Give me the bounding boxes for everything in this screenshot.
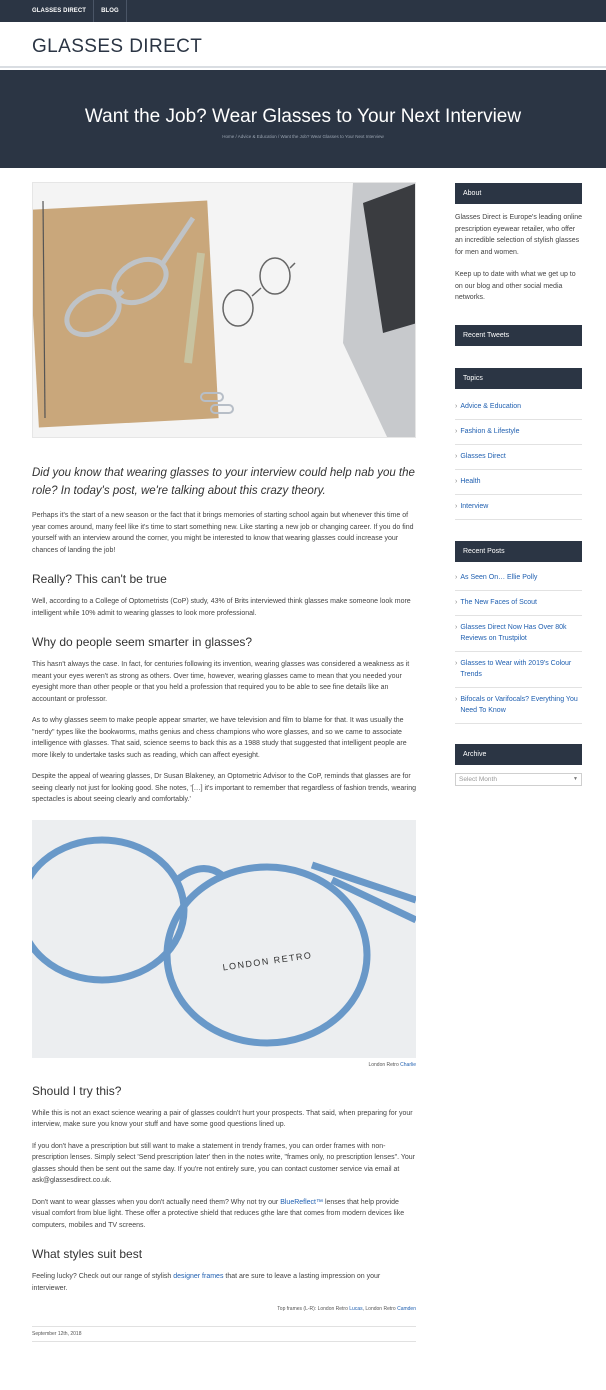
paragraph: Perhaps it's the start of a new season or the fact that it brings memories of starting school again but whenever this time of year comes around, many feel like it's time to start something new. Like starting a new job or changing career. If you do find yourself with an interview around the corner, you might be interested to know that wearing glasses could increase your chances of landing the job! — [32, 512, 414, 554]
paragraph-text: Don't want to wear glasses when you don't actually need them? Why not try our — [32, 1198, 281, 1206]
section-heading: Should I try this? — [32, 1083, 122, 1098]
chevron-down-icon: ▼ — [573, 775, 578, 782]
paragraph-text: that are sure to leave a lasting impression on your interviewer. — [32, 1273, 381, 1292]
paragraph — [32, 1197, 416, 1232]
post-item[interactable] — [455, 591, 582, 616]
widget-title-about: About — [455, 183, 582, 204]
post-item[interactable] — [455, 616, 582, 652]
chevron-right-icon: › — [455, 477, 458, 485]
paragraph: While this is not an exact science wearing a pair of glasses couldn't hurt your prospects. That said, when preparing for your interview, make sure you know your stuff and have some good questions lined up. — [32, 1109, 413, 1128]
paragraph-text: Feeling lucky? Check out our range of stylish — [32, 1273, 174, 1280]
paragraph: If you don't have a prescription but still want to make a statement in trendy frames, you can order frames with non-prescription lenses. Simply select 'Send prescription later' then in the notes write, "frames only, no prescription lenses". Your glasses should then be sent out the same day. If you're not entirely sure, you can contact customer service via email at ask@glassesdirect.co.uk. — [32, 1142, 415, 1184]
product-image — [32, 820, 416, 1058]
topic-link[interactable]: Fashion & Lifestyle — [460, 427, 520, 435]
post-item[interactable] — [455, 688, 582, 724]
topic-link[interactable]: Glasses Direct — [460, 452, 506, 460]
topics-list — [455, 395, 582, 520]
breadcrumb[interactable]: Home / Advice & Education / Want the Job? Wear Glasses to Your Next Interview — [222, 134, 384, 139]
archive-select[interactable] — [455, 773, 582, 786]
chevron-right-icon: › — [455, 427, 458, 435]
about-text: Glasses Direct is Europe's leading online prescription eyewear retailer, who offer an incredible selection of stylish glasses for men and women. — [455, 214, 583, 256]
post-item[interactable] — [455, 652, 582, 688]
nav-item-blog[interactable]: BLOG — [94, 0, 127, 22]
archive-select-value: Select Month — [459, 775, 497, 783]
post-link[interactable]: Glasses to Wear with 2019's Colour Trends — [460, 659, 572, 678]
post-link[interactable]: Glasses Direct Now Has Over 80k Reviews on Trustpilot — [460, 623, 567, 642]
caption-link-lucas[interactable]: Lucas — [349, 1306, 363, 1312]
post-link[interactable]: Bifocals or Varifocals? Everything You Need To Know — [460, 695, 578, 714]
section-heading: What styles suit best — [32, 1247, 143, 1261]
paragraph: This hasn't always the case. In fact, for centuries following its invention, wearing glasses was considered a weakness as it meant your eyes weren't as strong as others. Over time, however, wearing glasses came to mean that you needed your eyesight more than other people or that you held a profession that required you to be able to see fine details like an accountant or professor. — [32, 661, 410, 703]
chevron-right-icon: › — [455, 695, 458, 703]
caption-text: , London Retro — [362, 1306, 398, 1312]
chevron-right-icon: › — [455, 502, 458, 510]
featured-image — [32, 182, 416, 438]
topic-item[interactable] — [455, 395, 582, 420]
paragraph: Well, according to a College of Optometrists (CoP) study, 43% of Brits interviewed think glasses make someone look more intelligent while 10% admit to wearing glasses to look more professional. — [32, 598, 411, 617]
widget-title-recent-posts: Recent Posts — [455, 541, 582, 562]
chevron-right-icon: › — [455, 402, 458, 410]
desk-glasses-photo — [33, 183, 416, 438]
bluereflect-link[interactable]: BlueReflect™ — [280, 1198, 323, 1206]
caption-link-charlie[interactable]: Charlie — [400, 1061, 416, 1068]
nav-item-glasses-direct[interactable]: GLASSES DIRECT — [32, 0, 94, 22]
page-title: Want the Job? Wear Glasses to Your Next Interview — [84, 106, 522, 127]
frames-caption — [32, 1306, 416, 1312]
chevron-right-icon: › — [455, 598, 458, 606]
caption-text: Top frames (L-R): London Retro — [277, 1306, 350, 1312]
article — [32, 182, 416, 1342]
about-text-2: Keep up to date with what we get up to on our blog and other social media networks. — [455, 271, 576, 301]
widget-title-recent-tweets: Recent Tweets — [455, 325, 582, 346]
top-nav-bar — [0, 0, 606, 22]
topic-link[interactable]: Interview — [460, 502, 489, 510]
paragraph-text: lenses that help provide visual comfort from blue light. These offer a protective shield that reduces gthe lare that comes from modern devices like computers, mobiles and TV screens. — [32, 1198, 405, 1229]
lens-print-text: LONDON RETRO — [221, 949, 313, 972]
header — [0, 22, 606, 68]
post-link[interactable]: The New Faces of Scout — [460, 598, 537, 606]
topic-link[interactable]: Health — [460, 477, 481, 485]
topic-link[interactable]: Advice & Education — [460, 402, 522, 410]
topic-item[interactable] — [455, 495, 582, 520]
sidebar — [455, 183, 582, 786]
widget-title-topics: Topics — [455, 368, 582, 389]
post-link[interactable]: As Seen On… Ellie Polly — [460, 573, 538, 581]
site-logo[interactable]: GLASSES DIRECT — [32, 36, 203, 57]
widget-title-archive: Archive — [455, 744, 582, 765]
post-date: September 12th, 2018 — [32, 1326, 416, 1342]
topic-item[interactable] — [455, 420, 582, 445]
chevron-right-icon: › — [455, 452, 458, 460]
chevron-right-icon: › — [455, 573, 458, 581]
post-item[interactable] — [455, 566, 582, 591]
chevron-right-icon: › — [455, 623, 458, 631]
section-heading: Really? This can't be true — [32, 572, 167, 586]
caption-text: London Retro — [368, 1061, 401, 1068]
topic-item[interactable] — [455, 470, 582, 495]
section-heading: Why do people seem smarter in glasses? — [32, 635, 253, 649]
chevron-right-icon: › — [455, 659, 458, 667]
topic-item[interactable] — [455, 445, 582, 470]
paragraph: As to why glasses seem to make people appear smarter, we have television and film to blame for that. It was usually the "nerdy" types like the bookworms, maths genius and chess champions who wore glasses, and so we came to associate intelligence with glasses. That said, science seems to back this as a 1988 study that suggested that intelligent people are more likely to undertake tasks such as reading, which can affect eyesight. — [32, 717, 407, 759]
caption-link-camden[interactable]: Camden — [397, 1306, 416, 1312]
paragraph — [32, 1271, 416, 1294]
recent-posts-list — [455, 566, 582, 724]
image-caption — [32, 1062, 416, 1068]
designer-frames-link[interactable]: designer frames — [173, 1273, 224, 1280]
page-hero — [0, 70, 606, 168]
paragraph: Despite the appeal of wearing glasses, Dr Susan Blakeney, an Optometric Advisor to the CoP, reminds that glasses are for seeing clearly not just for looking good. She notes, '[…] it's important to remember that regardless of fashion trends, wearing spectacles is about seeing clearly and comfortably.' — [32, 773, 416, 803]
article-lead: Did you know that wearing glasses to your interview could help nab you the role? In today's post, we're talking about this crazy theory. — [32, 467, 415, 497]
blue-glasses-photo — [32, 820, 416, 1058]
